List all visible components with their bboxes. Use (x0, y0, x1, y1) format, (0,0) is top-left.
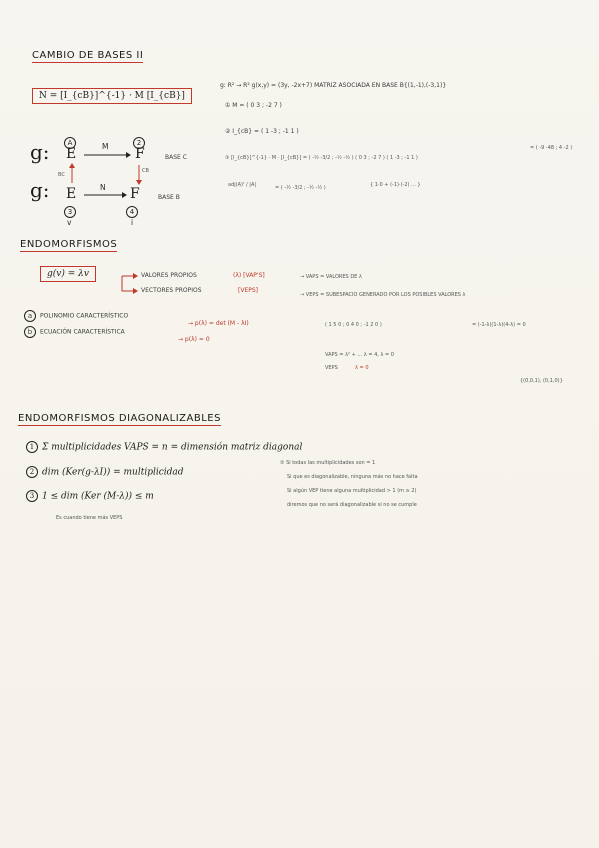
change-of-basis-formula: N = [I_{cB}]^{-1} · M [I_{cB}] (32, 88, 192, 104)
base-c-label: BASE C (165, 154, 187, 161)
space-e-top: E (66, 146, 77, 162)
adjugate-label: adj(A)ᵗ / |A| (228, 182, 257, 188)
condition-1: 1 Σ multiplicidades VAPS = n = dimensión matriz diagonal (26, 441, 302, 453)
right-note-3: Si algún VEP tiene alguna multiplicidad > 1 (m ≥ 2) (287, 488, 417, 494)
veps-label: VEPS (325, 365, 338, 371)
step-1-matrix: ① M = ( 0 3 ; -2 7 ) (225, 102, 282, 109)
eigen-equation: g(v) = λv (40, 266, 96, 282)
vectores-propios-label: VECTORES PROPIOS (141, 287, 202, 294)
vector-v-label: v (67, 218, 72, 227)
item-polinomio: a POLINOMIO CARACTERÍSTICO (24, 310, 128, 322)
space-f-bottom: F (130, 186, 140, 202)
map-definition: g: R² → R² g(x,y) = (3y, -2x+7) MATRIZ ASOCIADA EN BASE B{(1,-1),(-3,1)} (220, 82, 447, 89)
right-note-4: diremos que no será diagonalizable si no se cumple (287, 502, 417, 508)
vaps-line: VAPS = λ² + ... λ = 4, λ = 0 (325, 352, 394, 358)
valores-propios-label: VALORES PROPIOS (141, 272, 197, 279)
circle-a-icon: a (24, 310, 36, 322)
condition-note: Es cuando tiene más VEPS (56, 515, 123, 521)
section-heading-diagonalizables: ENDOMORFISMOS DIAGONALIZABLES (18, 413, 221, 424)
circle-a: A (64, 132, 80, 151)
space-f-top: F (135, 146, 145, 162)
condition-2: 2 dim (Ker(g-λI)) = multiplicidad (26, 466, 184, 478)
item-ecuacion-eq: → p(λ) = 0 (178, 336, 210, 343)
circle-4: 4 (126, 201, 142, 220)
vector-i-label: i (131, 218, 134, 227)
arrow-label-m: M (102, 142, 109, 151)
circle-3: 3 (64, 201, 80, 220)
veps-note: → VEPS = SUBESPACIO GENERADO POR LOS POSIBLES VALORES λ (300, 292, 466, 298)
arrow-label-n: N (100, 183, 106, 192)
map-g-top: g: (30, 140, 50, 164)
circle-2-icon: 2 (26, 466, 38, 478)
step-3-product: ③ [I_{cB}]^{-1} · M · [I_{cB}] = ( -½ -3/2 ; -½ -½ ) ( 0 3 ; -2 7 ) ( 1 -3 ; -1 1 ) (225, 155, 418, 161)
item-polinomio-eq: → p(λ) = det (M - λI) (188, 320, 249, 327)
arrow-label-bc: BC (58, 172, 65, 178)
veps-lambda: λ = 0 (355, 365, 369, 371)
eigen-matrix: ( 1 5 0 ; 0 4 0 ; -1 2 0 ) (325, 322, 382, 328)
map-g-bottom: g: (30, 178, 50, 202)
item-ecuacion: b ECUACIÓN CARACTERÍSTICA (24, 326, 125, 338)
circle-2: 2 (133, 132, 149, 151)
section-heading-cambio-de-bases: CAMBIO DE BASES II (32, 50, 144, 61)
veps-tag: [VEPS] (238, 287, 259, 294)
step-3-result: = ( -9 -48 ; 4 -2 ) (530, 145, 573, 151)
eigen-det-result: = (-1-λ)(1-λ)(4-λ) = 0 (472, 322, 526, 328)
vaps-note: → VAPS = VALORES DE λ (300, 274, 362, 280)
right-note-2: Si que es diagonalizable, ninguna más no hace falta (287, 474, 418, 480)
circle-b-icon: b (24, 326, 36, 338)
circle-1-icon: 1 (26, 441, 38, 453)
adjugate-result: = ( -½ -3/2 ; -½ -½ ) (275, 185, 326, 191)
section-heading-endomorfismos: ENDOMORFISMOS (20, 239, 118, 250)
condition-3: 3 1 ≤ dim (Ker (M-λ)) ≤ m (26, 490, 154, 502)
arrow-label-cb: CB (142, 168, 149, 174)
vaps-tag: (λ) [VAP'S] (233, 272, 265, 279)
right-note-1: ② Si todas las multiplicidades son = 1 (280, 460, 376, 466)
space-e-bottom: E (66, 186, 77, 202)
step-2-matrix: ② I_{cB} = ( 1 -3 ; -1 1 ) (225, 128, 299, 135)
circle-3-icon: 3 (26, 490, 38, 502)
base-b-label: BASE B (158, 194, 180, 201)
veps-basis: {(0,0,1), (0,1,0)} (520, 378, 563, 384)
product-calculation: { 1·0 + (-1)·(-2) ... } (370, 182, 421, 188)
